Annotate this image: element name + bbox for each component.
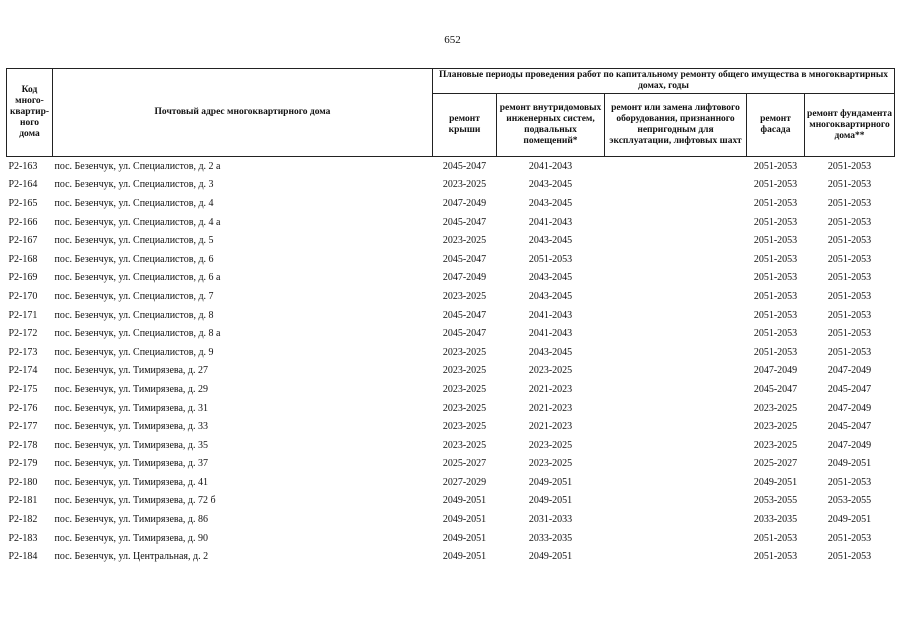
- cell-elevator: [605, 194, 747, 213]
- cell-address: пос. Безенчук, ул. Тимирязева, д. 86: [54, 514, 209, 526]
- table-row: [7, 455, 895, 474]
- cell-roof: 2049-2051: [442, 514, 487, 526]
- table-row: [7, 343, 895, 362]
- cell-elevator: [605, 547, 747, 566]
- table-row: [7, 399, 895, 418]
- cell-code: Р2-176: [8, 402, 38, 414]
- cell-elevator: [605, 492, 747, 511]
- table-row: [7, 324, 895, 343]
- cell-facade: 2051-2053: [753, 309, 798, 321]
- cell-facade: 2033-2035: [753, 514, 798, 526]
- cell-address: пос. Безенчук, ул. Тимирязева, д. 35: [54, 439, 209, 451]
- cell-code: Р2-175: [8, 383, 38, 395]
- cell-roof: 2023-2025: [442, 290, 487, 302]
- cell-address: пос. Безенчук, ул. Тимирязева, д. 37: [54, 458, 209, 470]
- cell-engineering: 2043-2045: [528, 235, 573, 247]
- cell-roof: 2049-2051: [442, 532, 487, 544]
- cell-address: пос. Безенчук, ул. Тимирязева, д. 27: [54, 365, 209, 377]
- cell-facade: 2051-2053: [753, 235, 798, 247]
- cell-code: Р2-179: [8, 458, 38, 470]
- cell-address: пос. Безенчук, ул. Тимирязева, д. 33: [54, 421, 209, 433]
- cell-address: пос. Безенчук, ул. Специалистов, д. 2 а: [53, 157, 433, 176]
- table-row: [7, 436, 895, 455]
- header-address: Почтовый адрес многоквартирного дома: [53, 69, 433, 157]
- cell-roof: 2023-2025: [442, 365, 487, 377]
- cell-elevator: [605, 306, 747, 325]
- cell-foundation: 2051-2053: [827, 216, 872, 228]
- cell-engineering: 2023-2025: [528, 365, 573, 377]
- cell-elevator: [605, 455, 747, 474]
- cell-roof: 2025-2027: [442, 458, 487, 470]
- cell-roof: 2049-2051: [442, 495, 487, 507]
- cell-foundation: 2051-2053: [827, 532, 872, 544]
- cell-engineering: 2031-2033: [528, 514, 573, 526]
- cell-facade: 2051-2053: [753, 532, 798, 544]
- cell-address: пос. Безенчук, ул. Тимирязева, д. 72 б: [54, 495, 216, 507]
- cell-elevator: [605, 399, 747, 418]
- cell-code: Р2-164: [8, 179, 38, 191]
- cell-engineering: 2043-2045: [528, 272, 573, 284]
- cell-facade: 2051-2053: [753, 253, 798, 265]
- cell-address: пос. Безенчук, ул. Специалистов, д. 6 а: [54, 272, 221, 284]
- cell-elevator: [605, 213, 747, 232]
- cell-foundation: 2051-2053: [805, 157, 895, 176]
- cell-foundation: 2051-2053: [827, 290, 872, 302]
- cell-roof: 2023-2025: [442, 402, 487, 414]
- cell-code: Р2-167: [8, 235, 38, 247]
- cell-facade: 2051-2053: [753, 328, 798, 340]
- cell-address: пос. Безенчук, ул. Специалистов, д. 4 а: [54, 216, 221, 228]
- cell-address: пос. Безенчук, ул. Специалистов, д. 4: [54, 197, 214, 209]
- cell-code: Р2-163: [7, 157, 53, 176]
- cell-engineering: 2021-2023: [528, 383, 573, 395]
- cell-engineering: 2041-2043: [528, 309, 573, 321]
- table-row: [7, 380, 895, 399]
- cell-code: Р2-171: [8, 309, 38, 321]
- table-body: [7, 157, 895, 567]
- cell-facade: 2047-2049: [753, 365, 798, 377]
- cell-elevator: [605, 362, 747, 381]
- cell-code: Р2-165: [8, 197, 38, 209]
- cell-facade: 2023-2025: [753, 439, 798, 451]
- cell-code: Р2-172: [8, 328, 38, 340]
- page-number: 652: [444, 34, 461, 46]
- cell-code: Р2-180: [8, 476, 38, 488]
- header-roof: ремонт крыши: [433, 94, 497, 157]
- cell-code: Р2-169: [8, 272, 38, 284]
- capital-repair-table: [6, 68, 895, 566]
- cell-foundation: 2051-2053: [827, 551, 872, 563]
- cell-roof: 2023-2025: [442, 383, 487, 395]
- header-engineering: ремонт внутридомовых инженерных систем, подвальных помещений*: [497, 94, 605, 157]
- cell-facade: 2051-2053: [753, 197, 798, 209]
- cell-facade: 2023-2025: [753, 402, 798, 414]
- cell-engineering: 2049-2051: [528, 495, 573, 507]
- cell-facade: 2051-2053: [753, 216, 798, 228]
- cell-roof: 2047-2049: [442, 272, 487, 284]
- cell-foundation: 2051-2053: [827, 328, 872, 340]
- cell-roof: 2023-2025: [442, 346, 487, 358]
- table-row: [7, 250, 895, 269]
- cell-elevator: [605, 343, 747, 362]
- cell-address: пос. Безенчук, ул. Специалистов, д. 5: [54, 235, 214, 247]
- cell-address: пос. Безенчук, ул. Специалистов, д. 7: [54, 290, 214, 302]
- cell-elevator: [605, 529, 747, 548]
- header-code: Код много-квартир-ного дома: [7, 69, 53, 157]
- cell-engineering: 2021-2023: [528, 402, 573, 414]
- cell-facade: 2051-2053: [753, 551, 798, 563]
- cell-code: Р2-166: [8, 216, 38, 228]
- cell-code: Р2-170: [8, 290, 38, 302]
- cell-roof: 2049-2051: [442, 551, 487, 563]
- cell-address: пос. Безенчук, ул. Центральная, д. 2: [54, 551, 209, 563]
- cell-code: Р2-184: [8, 551, 38, 563]
- table-row: [7, 269, 895, 288]
- cell-foundation: 2051-2053: [827, 179, 872, 191]
- table-row: [7, 231, 895, 250]
- header-facade: ремонт фасада: [747, 94, 805, 157]
- cell-engineering: 2023-2025: [528, 439, 573, 451]
- cell-foundation: 2051-2053: [827, 346, 872, 358]
- cell-elevator: [605, 436, 747, 455]
- cell-code: Р2-174: [8, 365, 38, 377]
- cell-facade: 2051-2053: [747, 157, 805, 176]
- cell-engineering: 2041-2043: [528, 216, 573, 228]
- cell-foundation: 2047-2049: [827, 402, 872, 414]
- table-row: [7, 213, 895, 232]
- cell-foundation: 2049-2051: [827, 458, 872, 470]
- cell-foundation: 2045-2047: [827, 383, 872, 395]
- cell-facade: 2051-2053: [753, 346, 798, 358]
- table-row: [7, 362, 895, 381]
- cell-engineering: 2049-2051: [528, 476, 573, 488]
- table-row: [7, 157, 895, 176]
- cell-code: Р2-168: [8, 253, 38, 265]
- cell-foundation: 2047-2049: [827, 439, 872, 451]
- cell-roof: 2045-2047: [433, 157, 497, 176]
- cell-engineering: 2033-2035: [528, 532, 573, 544]
- cell-foundation: 2045-2047: [827, 421, 872, 433]
- cell-roof: 2045-2047: [442, 328, 487, 340]
- cell-engineering: 2021-2023: [528, 421, 573, 433]
- table-row: [7, 547, 895, 566]
- cell-engineering: 2043-2045: [528, 179, 573, 191]
- header-elevator: ремонт или замена лифтового оборудования, признанного непригодным для эксплуатации, лифтовых шахт: [605, 94, 747, 157]
- table-row: [7, 287, 895, 306]
- cell-roof: 2023-2025: [442, 421, 487, 433]
- cell-facade: 2051-2053: [753, 290, 798, 302]
- header-periods: Плановые периоды проведения работ по капитальному ремонту общего имущества в многоквартирных домах, годы: [433, 69, 895, 94]
- table-row: [7, 473, 895, 492]
- cell-elevator: [605, 250, 747, 269]
- cell-elevator: [605, 417, 747, 436]
- cell-roof: 2023-2025: [442, 439, 487, 451]
- cell-foundation: 2047-2049: [827, 365, 872, 377]
- cell-address: пос. Безенчук, ул. Тимирязева, д. 90: [54, 532, 209, 544]
- cell-engineering: 2049-2051: [528, 551, 573, 563]
- cell-address: пос. Безенчук, ул. Специалистов, д. 8: [54, 309, 214, 321]
- cell-code: Р2-183: [8, 532, 38, 544]
- table-row: [7, 176, 895, 195]
- cell-elevator: [605, 380, 747, 399]
- cell-elevator: [605, 176, 747, 195]
- cell-engineering: 2043-2045: [528, 197, 573, 209]
- table-row: [7, 510, 895, 529]
- cell-address: пос. Безенчук, ул. Специалистов, д. 6: [54, 253, 214, 265]
- cell-engineering: 2051-2053: [528, 253, 573, 265]
- cell-address: пос. Безенчук, ул. Специалистов, д. 8 а: [54, 328, 221, 340]
- cell-facade: 2023-2025: [753, 421, 798, 433]
- cell-foundation: 2051-2053: [827, 197, 872, 209]
- cell-roof: 2027-2029: [442, 476, 487, 488]
- cell-code: Р2-178: [8, 439, 38, 451]
- cell-elevator: [605, 231, 747, 250]
- cell-elevator: [605, 473, 747, 492]
- cell-facade: 2051-2053: [753, 272, 798, 284]
- cell-engineering: 2043-2045: [528, 290, 573, 302]
- cell-code: Р2-177: [8, 421, 38, 433]
- cell-elevator: [605, 324, 747, 343]
- table-row: [7, 306, 895, 325]
- cell-code: Р2-182: [8, 514, 38, 526]
- table-row: [7, 529, 895, 548]
- cell-foundation: 2051-2053: [827, 272, 872, 284]
- table-header: [7, 69, 895, 157]
- table-row: [7, 492, 895, 511]
- cell-engineering: 2023-2025: [528, 458, 573, 470]
- cell-foundation: 2051-2053: [827, 309, 872, 321]
- cell-address: пос. Безенчук, ул. Тимирязева, д. 29: [54, 383, 209, 395]
- cell-code: Р2-173: [8, 346, 38, 358]
- cell-roof: 2045-2047: [442, 216, 487, 228]
- cell-address: пос. Безенчук, ул. Тимирязева, д. 41: [54, 476, 209, 488]
- cell-facade: 2051-2053: [753, 179, 798, 191]
- cell-roof: 2045-2047: [442, 253, 487, 265]
- cell-roof: 2045-2047: [442, 309, 487, 321]
- cell-foundation: 2051-2053: [827, 253, 872, 265]
- table-row: [7, 417, 895, 436]
- cell-elevator: [605, 510, 747, 529]
- header-foundation: ремонт фундамента многоквартирного дома**: [805, 94, 895, 157]
- cell-engineering: 2041-2043: [528, 328, 573, 340]
- cell-elevator: [605, 287, 747, 306]
- cell-facade: 2025-2027: [753, 458, 798, 470]
- cell-foundation: 2051-2053: [827, 476, 872, 488]
- cell-foundation: 2049-2051: [827, 514, 872, 526]
- cell-address: пос. Безенчук, ул. Специалистов, д. 9: [54, 346, 214, 358]
- cell-roof: 2047-2049: [442, 197, 487, 209]
- cell-elevator: [605, 269, 747, 288]
- table-row: [7, 194, 895, 213]
- cell-facade: 2053-2055: [753, 495, 798, 507]
- cell-roof: 2023-2025: [442, 179, 487, 191]
- cell-elevator: [605, 157, 747, 176]
- cell-foundation: 2053-2055: [827, 495, 872, 507]
- cell-foundation: 2051-2053: [827, 235, 872, 247]
- cell-address: пос. Безенчук, ул. Тимирязева, д. 31: [54, 402, 209, 414]
- cell-facade: 2045-2047: [753, 383, 798, 395]
- cell-facade: 2049-2051: [753, 476, 798, 488]
- cell-roof: 2023-2025: [442, 235, 487, 247]
- cell-code: Р2-181: [8, 495, 38, 507]
- cell-engineering: 2043-2045: [528, 346, 573, 358]
- cell-address: пос. Безенчук, ул. Специалистов, д. 3: [54, 179, 214, 191]
- cell-engineering: 2041-2043: [497, 157, 605, 176]
